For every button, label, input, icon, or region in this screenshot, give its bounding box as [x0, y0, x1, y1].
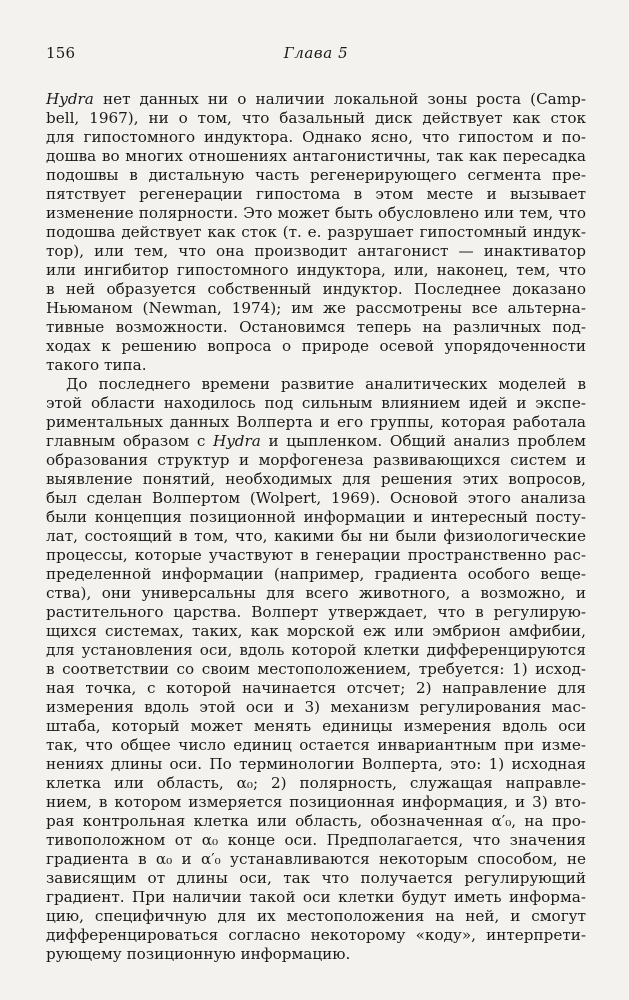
text-line: подошва действует как сток (т. е. разрушает гипостомный индук-	[46, 223, 586, 241]
text-line: тивоположном от α₀ конце оси. Предполагается, что значения	[46, 831, 586, 849]
text-line: нием, в котором измеряется позиционная информация, и 3) вто-	[46, 793, 586, 811]
text-line: клетка или область, α₀; 2) полярность, служащая направле-	[46, 774, 586, 792]
text-line: зависящим от длины оси, так что получается регулирующий	[46, 869, 586, 887]
paragraph-1	[46, 90, 586, 375]
text-line: процессы, которые участвуют в генерации пространственно рас-	[46, 546, 586, 564]
text-line: изменение полярности. Это может быть обусловлено или тем, что	[46, 204, 586, 222]
text-line: Hydra нет данных ни о наличии локальной зоны роста (Camp-	[46, 90, 586, 108]
text-line: дошва во многих отношениях антагонистичны, так как пересадка	[46, 147, 586, 165]
text-line: тивные возможности. Остановимся теперь на различных под-	[46, 318, 586, 336]
text-line: рующему позиционную информацию.	[46, 945, 351, 963]
text-line: До последнего времени развитие аналитических моделей в	[66, 375, 586, 393]
text-line: такого типа.	[46, 356, 147, 374]
text-line: пятствует регенерации гипостома в этом месте и вызывает	[46, 185, 586, 203]
text-line: лат, состоящий в том, что, какими бы ни были физиологические	[46, 527, 586, 545]
text-line: был сделан Волпертом (Wolpert, 1969). Основой этого анализа	[46, 489, 586, 507]
text-line: риментальных данных Волперта и его группы, которая работала	[46, 413, 586, 431]
running-header	[46, 44, 586, 64]
text-line: тор), или тем, что она производит антагонист — инактиватор	[46, 242, 586, 260]
text-line: цию, специфичную для их местоположения на ней, и смогут	[46, 907, 586, 925]
text-line: измерения вдоль этой оси и 3) механизм регулирования мас-	[46, 698, 586, 716]
text-line: ства), они универсальны для всего животного, а возможно, и	[46, 584, 586, 602]
page-number: 156	[46, 44, 76, 62]
text-line: были концепция позиционной информации и интересный посту-	[46, 508, 586, 526]
text-line: образования структур и морфогенеза развивающихся систем и	[46, 451, 586, 469]
text-line: Ньюманом (Newman, 1974); им же рассмотрены все альтерна-	[46, 299, 586, 317]
text-line: в соответствии со своим местоположением, требуется: 1) исход-	[46, 660, 586, 678]
text-line: выявление понятий, необходимых для решения этих вопросов,	[46, 470, 586, 488]
text-line: так, что общее число единиц остается инвариантным при изме-	[46, 736, 586, 754]
text-line: градиента в α₀ и α′₀ устанавливаются некоторым способом, не	[46, 850, 586, 868]
body-text	[46, 90, 586, 964]
text-line: в ней образуется собственный индуктор. Последнее доказано	[46, 280, 586, 298]
text-line: или ингибитор гипостомного индуктора, или, наконец, тем, что	[46, 261, 586, 279]
text-line: растительного царства. Волперт утверждает, что в регулирую-	[46, 603, 586, 621]
text-line: подошвы в дистальную часть регенерирующего сегмента пре-	[46, 166, 586, 184]
text-line: ходах к решению вопроса о природе осевой упорядоченности	[46, 337, 586, 355]
text-line: главным образом с Hydra и цыпленком. Общий анализ проблем	[46, 432, 586, 450]
text-line: щихся системах, таких, как морской еж или эмбрион амфибии,	[46, 622, 586, 640]
text-line: нениях длины оси. По терминологии Волперта, это: 1) исходная	[46, 755, 586, 773]
text-line: пределенной информации (например, градиента особого веще-	[46, 565, 586, 583]
text-line: штаба, который может менять единицы измерения вдоль оси	[46, 717, 586, 735]
text-line: bell, 1967), ни о том, что базальный диск действует как сток	[46, 109, 586, 127]
text-line: рая контрольная клетка или область, обозначенная α′₀, на про-	[46, 812, 586, 830]
text-line: этой области находилось под сильным влиянием идей и экспе-	[46, 394, 586, 412]
text-line: для гипостомного индуктора. Однако ясно, что гипостом и по-	[46, 128, 586, 146]
text-line: дифференцироваться согласно некоторому «коду», интерпрети-	[46, 926, 586, 944]
text-line: градиент. При наличии такой оси клетки будут иметь информа-	[46, 888, 586, 906]
paragraph-2	[46, 375, 586, 964]
text-line: для установления оси, вдоль которой клетки дифференцируются	[46, 641, 586, 659]
chapter-title: Глава 5	[283, 44, 349, 62]
text-line: ная точка, с которой начинается отсчет; 2) направление для	[46, 679, 586, 697]
